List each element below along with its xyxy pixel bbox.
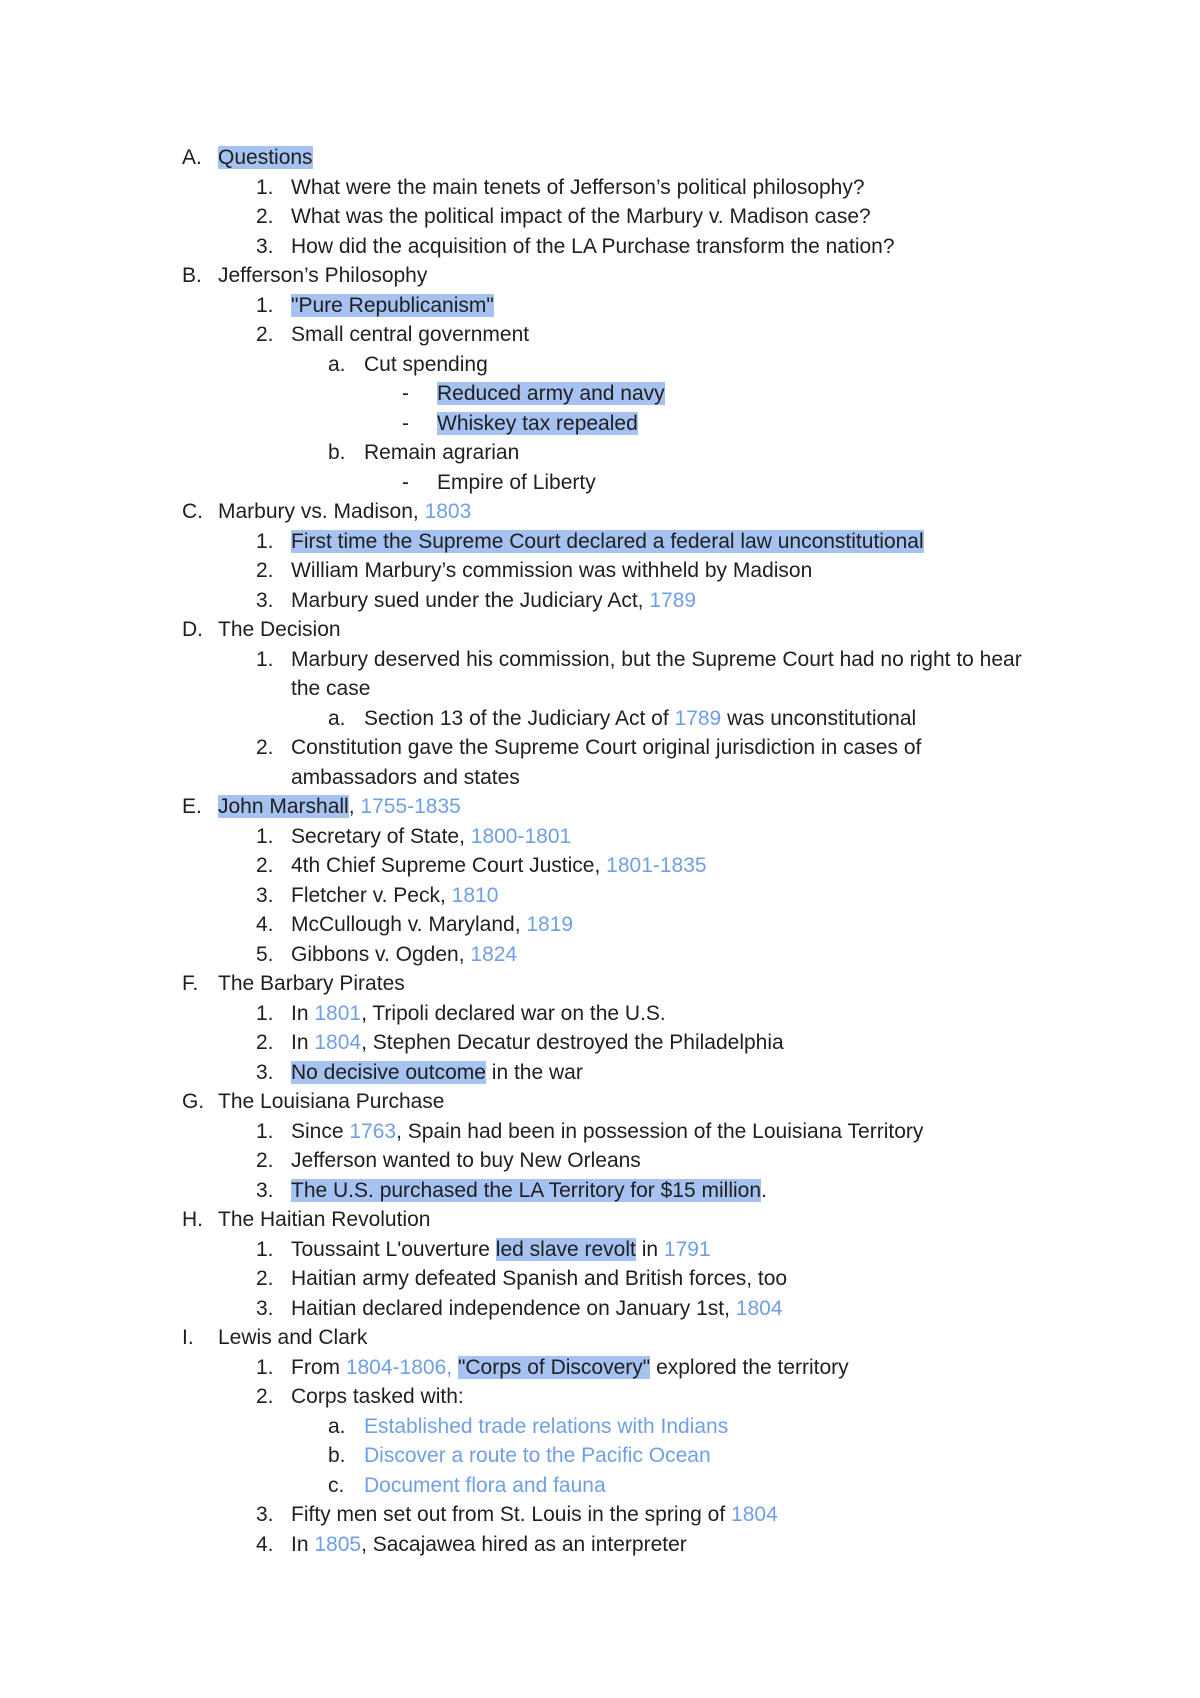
text-run: The Haitian Revolution <box>218 1208 431 1231</box>
highlighted-text: led slave revolt <box>495 1237 636 1261</box>
text-run: Marbury vs. Madison, <box>218 500 425 523</box>
outline-item-text <box>437 409 638 439</box>
outline-item-text <box>291 1294 1031 1324</box>
outline-item-text <box>291 1235 1031 1265</box>
outline-item-text <box>218 1323 367 1353</box>
date-text: 1800-1801 <box>470 824 572 848</box>
outline-item-text <box>291 320 1031 350</box>
list-marker: 1. <box>256 175 274 199</box>
outline-item-level-3 <box>0 379 1200 409</box>
highlighted-text: Whiskey tax repealed <box>437 411 638 435</box>
outline-item-level-1 <box>0 822 1200 852</box>
outline-item-level-0 <box>0 261 1200 291</box>
list-marker: F. <box>182 972 199 995</box>
outline-item-text <box>291 1353 1031 1383</box>
text-run: Secretary of State, <box>291 824 471 848</box>
list-marker: 1. <box>256 1119 274 1143</box>
outline-item-text <box>218 792 461 822</box>
text-run: Since <box>291 1119 350 1143</box>
list-marker: 2. <box>256 854 274 877</box>
text-run: The Barbary Pirates <box>218 972 405 995</box>
outline-item-text <box>364 704 916 734</box>
text-run: How did the acquisition of the LA Purchase transform the nation? <box>291 234 895 258</box>
text-run: Constitution gave the Supreme Court original jurisdiction in cases of ambassadors and states <box>291 736 922 789</box>
outline-item-level-1 <box>0 556 1200 586</box>
outline-item-level-1 <box>0 645 1200 704</box>
text-run: , Spain had been in possession of the Louisiana Territory <box>396 1119 924 1143</box>
outline-item-text <box>291 1117 1031 1147</box>
outline-item-level-1 <box>0 1176 1200 1206</box>
date-text: Established trade relations with Indians <box>364 1414 729 1438</box>
date-text: 1819 <box>526 913 574 936</box>
text-run: in <box>635 1237 664 1261</box>
outline-item-level-1 <box>0 1058 1200 1088</box>
list-marker: 2. <box>256 1385 274 1408</box>
date-text: 1824 <box>470 942 518 966</box>
list-marker: b. <box>328 441 346 464</box>
highlighted-text: Questions <box>218 146 313 169</box>
text-run: Small central government <box>291 323 530 346</box>
highlighted-text: John Marshall <box>218 795 349 818</box>
text-run: What were the main tenets of Jefferson’s political philosophy? <box>291 175 865 199</box>
outline-item-text <box>364 1412 728 1442</box>
outline-item-level-1 <box>0 1294 1200 1324</box>
date-text: 1791 <box>663 1237 711 1261</box>
date-text: 1810 <box>451 883 499 907</box>
outline-item-level-1 <box>0 851 1200 881</box>
outline-item-text <box>291 586 1031 616</box>
outline-item-text <box>291 881 1031 911</box>
text-run: In <box>291 1031 315 1054</box>
list-marker: 3. <box>256 1060 274 1084</box>
outline-item-text <box>364 438 519 468</box>
list-marker: a. <box>328 352 346 376</box>
outline-item-text <box>364 1441 711 1471</box>
text-run: The Louisiana Purchase <box>218 1090 445 1113</box>
text-run: McCullough v. Maryland, <box>291 913 527 936</box>
highlighted-text: Reduced army and navy <box>437 382 665 405</box>
text-run: Fletcher v. Peck, <box>291 883 452 907</box>
outline-item-level-2 <box>0 1412 1200 1442</box>
list-marker: b. <box>328 1444 346 1467</box>
date-text: 1805 <box>314 1532 362 1556</box>
outline-item-level-2 <box>0 1471 1200 1501</box>
list-marker: A. <box>182 146 202 169</box>
outline-item-text <box>291 1530 1031 1560</box>
outline-item-text <box>218 615 341 645</box>
outline-item-level-1 <box>0 1117 1200 1147</box>
text-run: Haitian army defeated Spanish and British forces, too <box>291 1267 788 1290</box>
outline-item-text <box>291 822 1031 852</box>
date-text: 1804-1806, <box>345 1355 453 1379</box>
outline-item-level-2 <box>0 438 1200 468</box>
text-run: Fifty men set out from St. Louis in the spring of <box>291 1503 732 1526</box>
outline-item-text <box>291 527 1031 557</box>
outline-item-text <box>291 1028 1031 1058</box>
list-marker: 2. <box>256 559 274 582</box>
text-run: in the war <box>485 1060 583 1084</box>
outline-item-level-1 <box>0 940 1200 970</box>
list-marker: 2. <box>256 323 274 346</box>
list-marker: 1. <box>256 1001 274 1025</box>
outline-item-level-1 <box>0 881 1200 911</box>
outline-item-level-1 <box>0 1264 1200 1294</box>
outline-item-level-0 <box>0 143 1200 173</box>
highlighted-text: "Corps of Discovery" <box>457 1355 651 1379</box>
list-marker: D. <box>182 618 203 641</box>
list-marker: 2. <box>256 1267 274 1290</box>
date-text: Discover a route to the Pacific Ocean <box>364 1444 711 1467</box>
outline-item-text <box>291 173 1031 203</box>
list-marker: - <box>402 411 409 435</box>
outline-item-level-1 <box>0 1146 1200 1176</box>
text-run: Marbury deserved his commission, but the Supreme Court had no right to hear the case <box>291 647 1022 700</box>
outline-item-text <box>291 232 1031 262</box>
highlighted-text: The U.S. purchased the LA Territory for $15 million <box>291 1178 762 1202</box>
text-run: Cut spending <box>364 352 488 376</box>
list-marker: G. <box>182 1090 205 1113</box>
outline-item-text <box>291 940 1031 970</box>
date-text: Document flora and fauna <box>364 1473 606 1497</box>
list-marker: 1. <box>256 529 274 553</box>
outline-item-level-1 <box>0 173 1200 203</box>
list-marker: 3. <box>256 1503 274 1526</box>
outline-item-level-1 <box>0 202 1200 232</box>
date-text: 1789 <box>649 588 697 612</box>
text-run: Corps tasked with: <box>291 1385 464 1408</box>
list-marker: 5. <box>256 942 274 966</box>
list-marker: - <box>402 470 409 494</box>
list-marker: 2. <box>256 1149 274 1172</box>
outline-item-level-0 <box>0 969 1200 999</box>
text-run: William Marbury’s commission was withheld by Madison <box>291 559 813 582</box>
outline-item-level-0 <box>0 1323 1200 1353</box>
date-text: 1763 <box>349 1119 397 1143</box>
outline-item-text <box>291 202 1031 232</box>
text-run: Empire of Liberty <box>437 470 596 494</box>
outline-item-text <box>291 851 1031 881</box>
text-run: Toussaint L'ouverture <box>291 1237 496 1261</box>
text-run: 4th Chief Supreme Court Justice, <box>291 854 607 877</box>
outline-item-level-0 <box>0 497 1200 527</box>
date-text: 1804 <box>314 1031 362 1054</box>
outline-item-level-1 <box>0 232 1200 262</box>
text-run: In <box>291 1532 315 1556</box>
list-marker: 2. <box>256 205 274 228</box>
outline-item-text <box>291 1146 1031 1176</box>
highlighted-text: No decisive outcome <box>291 1060 486 1084</box>
outline-item-level-0 <box>0 615 1200 645</box>
text-run: , Stephen Decatur destroyed the Philadelphia <box>361 1031 784 1054</box>
list-marker: I. <box>182 1326 194 1349</box>
list-marker: 1. <box>256 647 274 671</box>
list-marker: 3. <box>256 1296 274 1320</box>
outline-item-level-1 <box>0 291 1200 321</box>
outline-item-text <box>364 1471 606 1501</box>
outline-item-text <box>291 1500 1031 1530</box>
outline-item-level-2 <box>0 704 1200 734</box>
list-marker: a. <box>328 1414 346 1438</box>
list-marker: 1. <box>256 1237 274 1261</box>
date-text: 1803 <box>424 500 472 523</box>
outline-item-level-1 <box>0 1353 1200 1383</box>
highlighted-text: First time the Supreme Court declared a federal law unconstitutional <box>291 529 924 553</box>
outline-item-level-0 <box>0 1205 1200 1235</box>
list-marker: E. <box>182 795 202 818</box>
outline-document <box>0 143 1200 1559</box>
list-marker: 1. <box>256 824 274 848</box>
highlighted-text: "Pure Republicanism" <box>291 293 494 317</box>
text-run: . <box>761 1178 767 1202</box>
text-run: Jefferson wanted to buy New Orleans <box>291 1149 641 1172</box>
list-marker: 1. <box>256 1355 274 1379</box>
outline-item-level-1 <box>0 1235 1200 1265</box>
outline-item-level-1 <box>0 320 1200 350</box>
list-marker: 3. <box>256 588 274 612</box>
outline-item-level-1 <box>0 586 1200 616</box>
list-marker: 2. <box>256 1031 274 1054</box>
outline-item-text <box>437 468 596 498</box>
date-text: 1804 <box>735 1296 783 1320</box>
outline-item-level-1 <box>0 527 1200 557</box>
outline-item-text <box>291 1264 1031 1294</box>
outline-item-level-2 <box>0 1441 1200 1471</box>
text-run: From <box>291 1355 346 1379</box>
list-marker: 4. <box>256 1532 274 1556</box>
outline-item-text <box>291 1058 1031 1088</box>
text-run: Jefferson’s Philosophy <box>218 264 428 287</box>
list-marker: 2. <box>256 736 274 759</box>
text-run: Lewis and Clark <box>218 1326 368 1349</box>
list-marker: 4. <box>256 913 274 936</box>
outline-item-level-3 <box>0 468 1200 498</box>
text-run: In <box>291 1001 315 1025</box>
list-marker: c. <box>328 1473 345 1497</box>
outline-item-text <box>291 733 1031 792</box>
outline-item-level-1 <box>0 1028 1200 1058</box>
outline-item-level-1 <box>0 1500 1200 1530</box>
outline-item-level-1 <box>0 1382 1200 1412</box>
date-text: 1804 <box>731 1503 778 1526</box>
outline-item-level-1 <box>0 733 1200 792</box>
outline-item-level-1 <box>0 910 1200 940</box>
text-run: , <box>348 795 361 818</box>
outline-item-text <box>291 645 1031 704</box>
list-marker: 1. <box>256 293 274 317</box>
outline-item-text <box>218 1205 430 1235</box>
outline-item-level-0 <box>0 1087 1200 1117</box>
date-text: 1789 <box>674 706 722 730</box>
outline-item-level-1 <box>0 999 1200 1029</box>
text-run: Marbury sued under the Judiciary Act, <box>291 588 650 612</box>
list-marker: a. <box>328 706 346 730</box>
text-run: , Tripoli declared war on the U.S. <box>361 1001 666 1025</box>
text-run: was unconstitutional <box>721 706 917 730</box>
list-marker: 3. <box>256 234 274 258</box>
text-run: Gibbons v. Ogden, <box>291 942 471 966</box>
list-marker: B. <box>182 264 202 287</box>
outline-item-text <box>218 969 405 999</box>
date-text: 1801 <box>314 1001 362 1025</box>
list-marker: H. <box>182 1208 203 1231</box>
text-run: Remain agrarian <box>364 441 520 464</box>
outline-item-text <box>291 1382 1031 1412</box>
outline-item-text <box>291 910 1031 940</box>
text-run: The Decision <box>218 618 341 641</box>
outline-item-text <box>437 379 665 409</box>
list-marker: 3. <box>256 883 274 907</box>
outline-item-text <box>291 999 1031 1029</box>
text-run: Section 13 of the Judiciary Act of <box>364 706 675 730</box>
outline-item-text <box>291 556 1031 586</box>
outline-item-text <box>291 291 1031 321</box>
date-text: 1801-1835 <box>606 854 707 877</box>
list-marker: 3. <box>256 1178 274 1202</box>
outline-item-text <box>218 497 471 527</box>
outline-item-text <box>218 143 313 173</box>
outline-item-text <box>291 1176 1031 1206</box>
text-run: What was the political impact of the Marbury v. Madison case? <box>291 205 871 228</box>
text-run: Haitian declared independence on January 1st, <box>291 1296 736 1320</box>
outline-item-text <box>364 350 488 380</box>
list-marker: - <box>402 382 409 405</box>
outline-item-level-3 <box>0 409 1200 439</box>
text-run: , Sacajawea hired as an interpreter <box>361 1532 687 1556</box>
text-run: explored the territory <box>650 1355 849 1379</box>
outline-item-text <box>218 1087 444 1117</box>
outline-item-text <box>218 261 427 291</box>
outline-item-level-1 <box>0 1530 1200 1560</box>
date-text: 1755-1835 <box>360 795 461 818</box>
list-marker: C. <box>182 500 203 523</box>
outline-item-level-0 <box>0 792 1200 822</box>
outline-item-level-2 <box>0 350 1200 380</box>
